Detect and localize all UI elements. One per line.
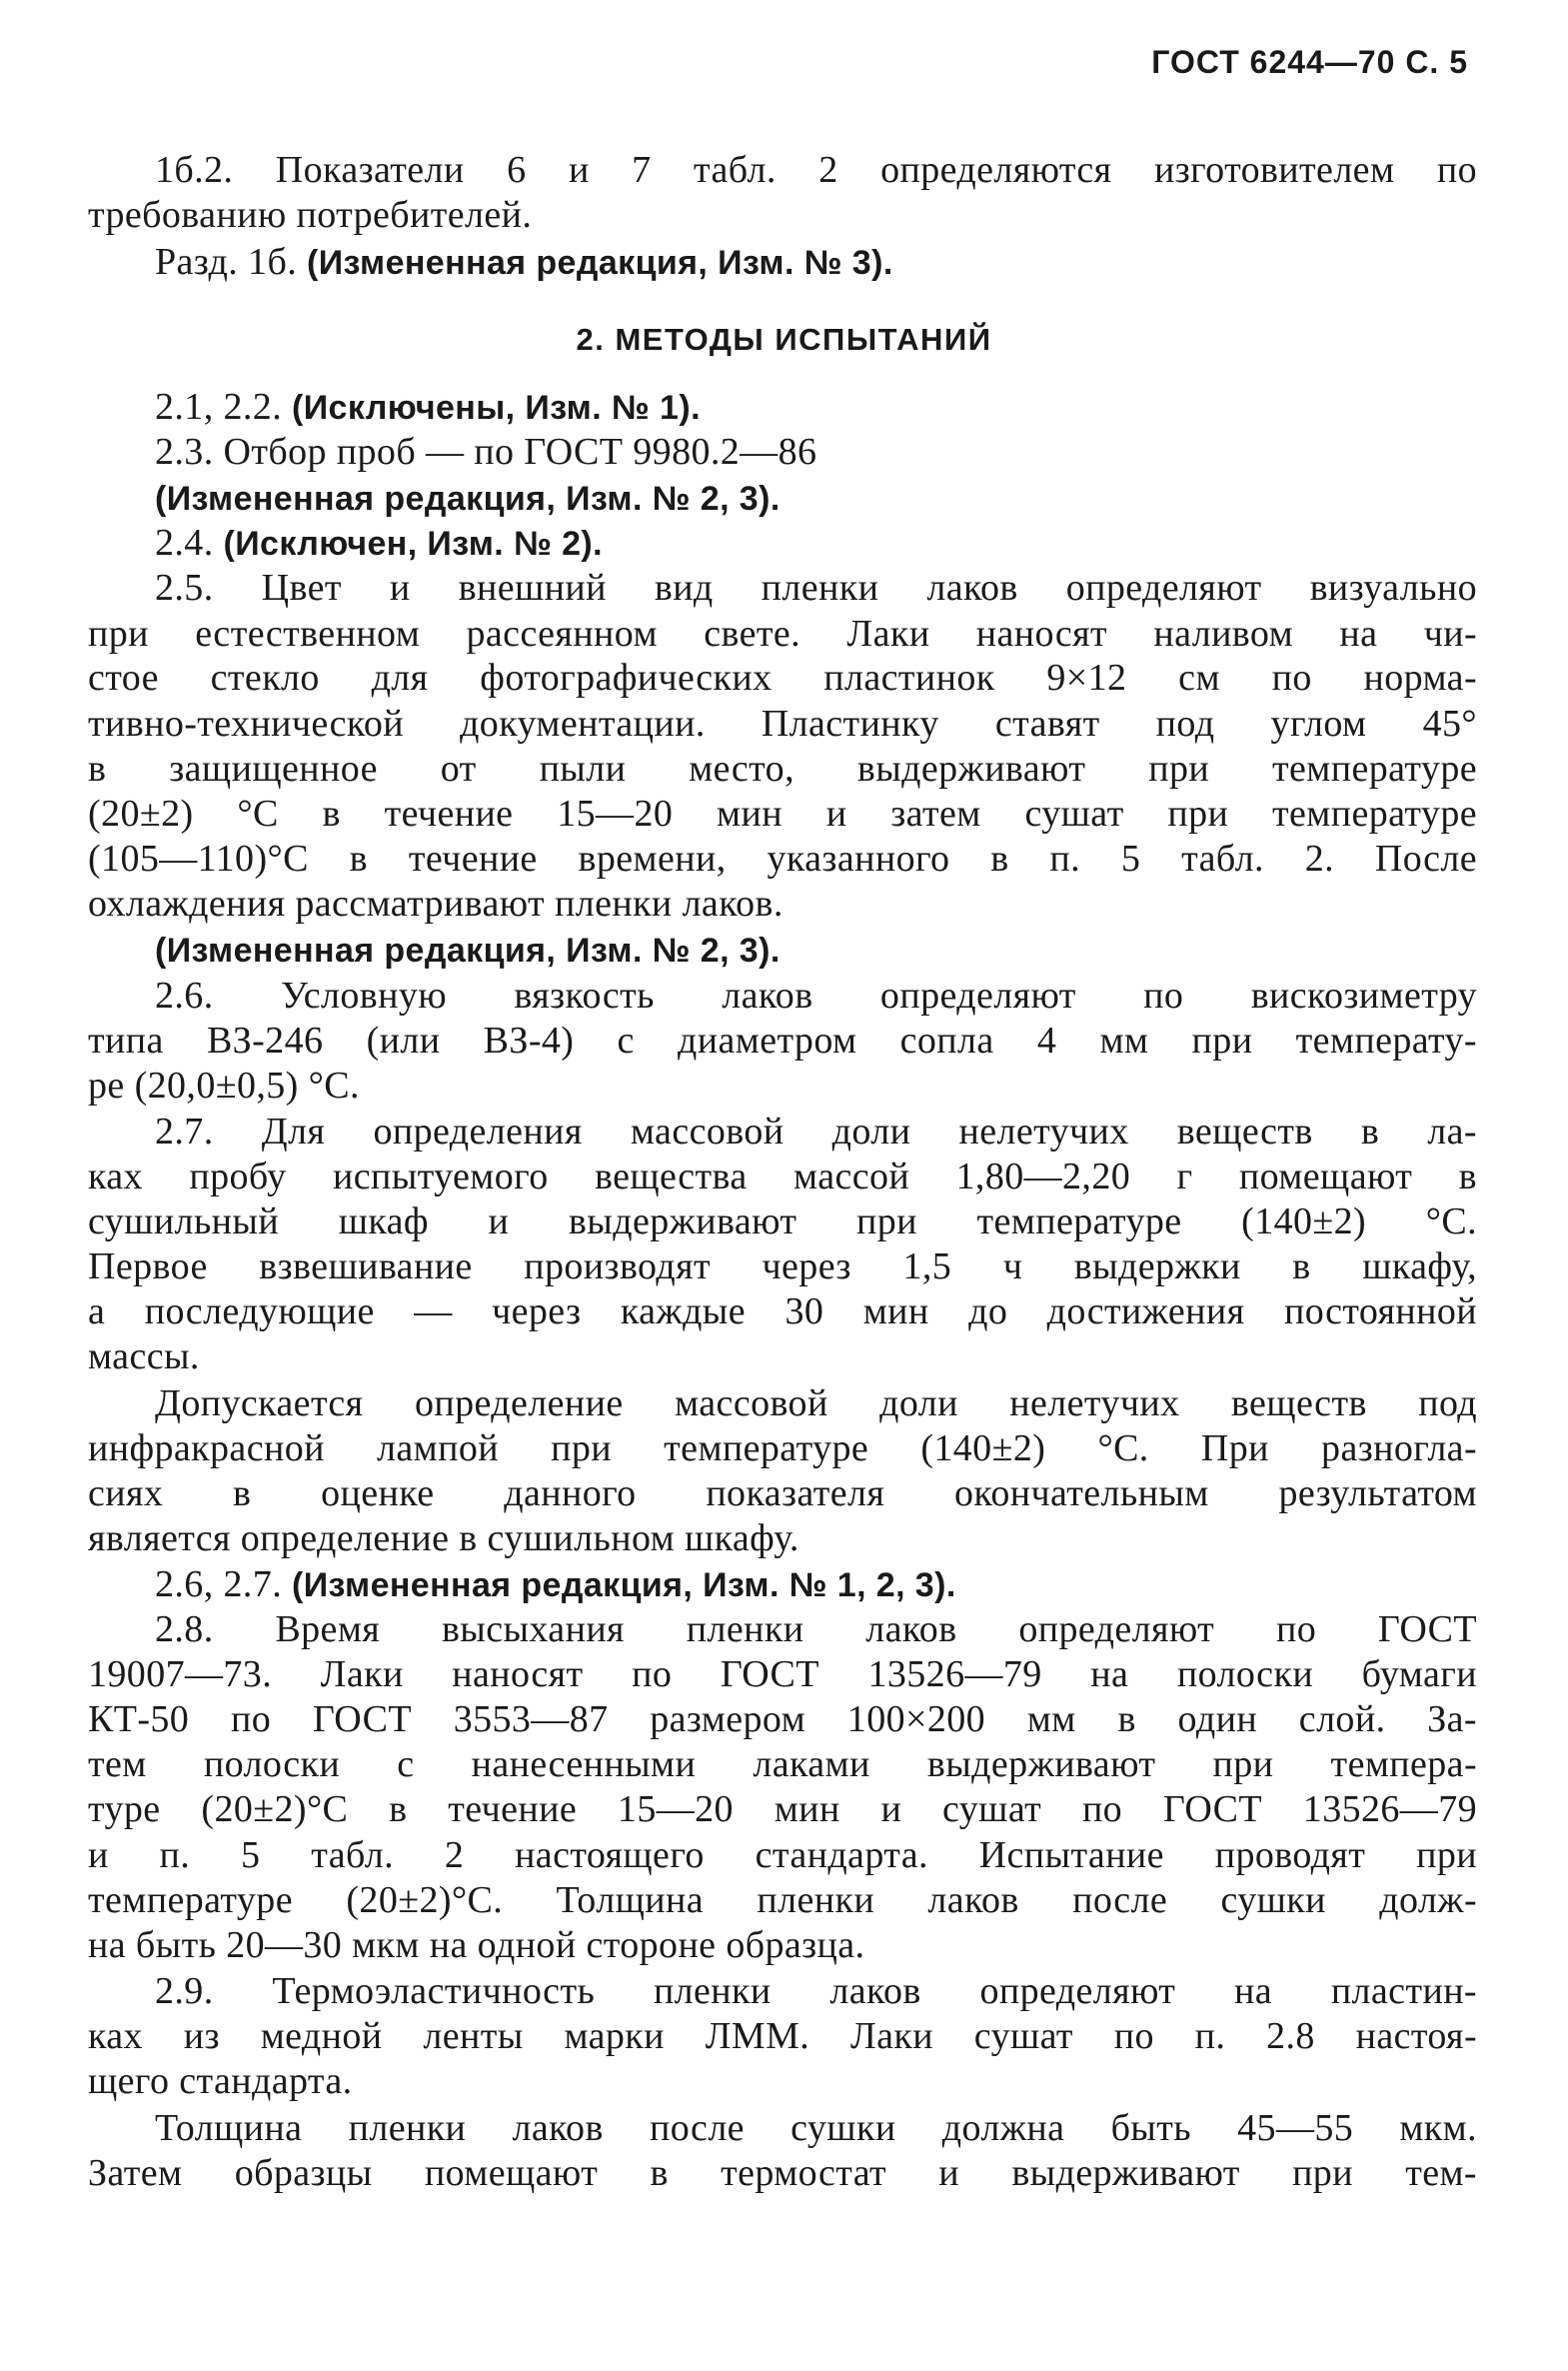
line-text: (105—110)°С в течение времени, указанного в п. 5 табл. 2. После <box>88 838 1477 880</box>
line-text: охлаждения рассматривают пленки лаков. <box>88 883 784 925</box>
text-line <box>88 837 1477 881</box>
line-text: является определение в сушильном шкафу. <box>88 1517 799 1559</box>
line-text: и п. 5 табл. 2 настоящего стандарта. Испытание проводят при <box>88 1834 1477 1876</box>
text-line <box>88 792 1477 836</box>
text-line <box>88 1289 1477 1333</box>
text-line <box>155 1562 1477 1607</box>
line-text: 2.9. Термоэластичность пленки лаков определяют на пластин- <box>155 1970 1477 2012</box>
text-line <box>155 521 1477 566</box>
line-text: тем полоски с нанесенными лаками выдерживают при темпера- <box>88 1743 1477 1785</box>
text-line <box>88 747 1477 791</box>
line-text: Толщина пленки лаков после сушки должна быть 45—55 мкм. <box>155 2107 1477 2149</box>
line-text: в защищенное от пыли место, выдерживают при температуре <box>88 748 1477 790</box>
text-line <box>155 928 1477 973</box>
line-text: требованию потребителей. <box>88 194 533 236</box>
text-line <box>88 1471 1477 1515</box>
text-line <box>88 1923 1477 1967</box>
text-line <box>88 1787 1477 1831</box>
line-text: типа ВЗ-246 (или ВЗ-4) с диаметром сопла 4 мм при температу- <box>88 1020 1477 1062</box>
text-line <box>88 1742 1477 1786</box>
text-line <box>88 193 1477 237</box>
text-line <box>155 974 1477 1018</box>
text-line <box>88 1697 1477 1741</box>
amendment-note: (Измененная редакция, Изм. № 2, 3). <box>155 932 781 970</box>
text-line <box>155 148 1477 192</box>
line-text: 2.6. Условную вязкость лаков определяют по вискозиметру <box>155 975 1477 1017</box>
text-line <box>155 240 1477 285</box>
text-line <box>88 1064 1477 1108</box>
line-text: ках из медной ленты марки ЛММ. Лаки сушат по п. 2.8 настоя- <box>88 2015 1477 2057</box>
text-line <box>88 1878 1477 1922</box>
text-line <box>155 1969 1477 2013</box>
line-text: Первое взвешивание производят через 1,5 ч выдержки в шкафу, <box>88 1245 1477 1287</box>
line-text: 2.7. Для определения массовой доли нелетучих веществ в ла- <box>155 1111 1477 1153</box>
line-text: 19007—73. Лаки наносят по ГОСТ 13526—79 на полоски бумаги <box>88 1653 1477 1695</box>
line-text: сушильный шкаф и выдерживают при температуре (140±2) °С. <box>88 1200 1477 1242</box>
text-line <box>88 612 1477 656</box>
amendment-note: (Исключен, Изм. № 2). <box>223 525 603 563</box>
line-text: 2.3. Отбор проб — по ГОСТ 9980.2—86 <box>155 431 817 473</box>
line-text: 2.8. Время высыхания пленки лаков определяют по ГОСТ <box>155 1608 1477 1650</box>
text-line <box>155 2106 1477 2150</box>
line-text: при естественном рассеянном свете. Лаки наносят наливом на чи- <box>88 613 1477 655</box>
line-text: ках пробу испытуемого вещества массой 1,80—2,20 г помещают в <box>88 1156 1477 1197</box>
line-text: Допускается определение массовой доли нелетучих веществ под <box>155 1382 1477 1424</box>
text-line <box>88 2151 1477 2195</box>
text-line <box>88 1426 1477 1470</box>
line-text: сиях в оценке данного показателя окончательным результатом <box>88 1472 1477 1514</box>
text-line <box>155 385 1477 430</box>
text-line <box>88 1652 1477 1696</box>
text-line <box>88 656 1477 700</box>
section-title: 2. МЕТОДЫ ИСПЫТАНИЙ <box>576 322 992 357</box>
text-line <box>155 1110 1477 1154</box>
text-line <box>88 1833 1477 1877</box>
line-text: а последующие — через каждые 30 мин до достижения постоянной <box>88 1290 1477 1332</box>
line-text: Затем образцы помещают в термостат и выдерживают при тем- <box>88 2152 1477 2194</box>
line-text: 2.5. Цвет и внешний вид пленки лаков определяют визуально <box>155 567 1477 609</box>
text-line <box>88 2014 1477 2058</box>
line-text: (20±2) °С в течение 15—20 мин и затем сушат при температуре <box>88 793 1477 835</box>
text-line <box>155 430 1477 474</box>
line-text: Разд. 1б. <box>155 241 307 283</box>
line-text: ре (20,0±0,5) °С. <box>88 1065 360 1107</box>
text-line <box>88 1019 1477 1063</box>
line-text: КТ-50 по ГОСТ 3553—87 размером 100×200 мм в один слой. За- <box>88 1698 1477 1740</box>
text-line <box>155 1607 1477 1651</box>
line-text: 2.4. <box>155 522 224 564</box>
text-line <box>155 1381 1477 1425</box>
text-line <box>88 1244 1477 1288</box>
line-text: 1б.2. Показатели 6 и 7 табл. 2 определяются изготовителем по <box>155 149 1477 191</box>
page-header: ГОСТ 6244—70 С. 5 <box>1151 44 1468 80</box>
text-line <box>88 1155 1477 1198</box>
text-line <box>88 1199 1477 1243</box>
line-text: туре (20±2)°С в течение 15—20 мин и сушат по ГОСТ 13526—79 <box>88 1788 1477 1830</box>
line-text: температуре (20±2)°С. Толщина пленки лаков после сушки долж- <box>88 1879 1477 1921</box>
text-line <box>88 1334 1477 1378</box>
line-text: щего стандарта. <box>88 2060 353 2102</box>
text-line <box>88 882 1477 926</box>
amendment-note: (Измененная редакция, Изм. № 1, 2, 3). <box>292 1566 956 1604</box>
text-line <box>155 566 1477 610</box>
line-text: стое стекло для фотографических пластинок 9×12 см по норма- <box>88 657 1477 699</box>
amendment-note: (Исключены, Изм. № 1). <box>292 389 701 427</box>
text-line <box>88 702 1477 746</box>
amendment-note: (Измененная редакция, Изм. № 2, 3). <box>155 480 781 518</box>
amendment-note: (Измененная редакция, Изм. № 3). <box>307 244 893 282</box>
text-line <box>88 1516 1477 1560</box>
text-line <box>155 476 1477 521</box>
line-text: на быть 20—30 мкм на одной стороне образца. <box>88 1924 865 1966</box>
text-line <box>88 2059 1477 2103</box>
line-text: массы. <box>88 1335 200 1377</box>
line-text: инфракрасной лампой при температуре (140±2) °С. При разногла- <box>88 1427 1477 1469</box>
line-text: тивно-технической документации. Пластинку ставят под углом 45° <box>88 703 1477 745</box>
line-text: 2.1, 2.2. <box>155 386 292 428</box>
line-text: 2.6, 2.7. <box>155 1563 292 1605</box>
